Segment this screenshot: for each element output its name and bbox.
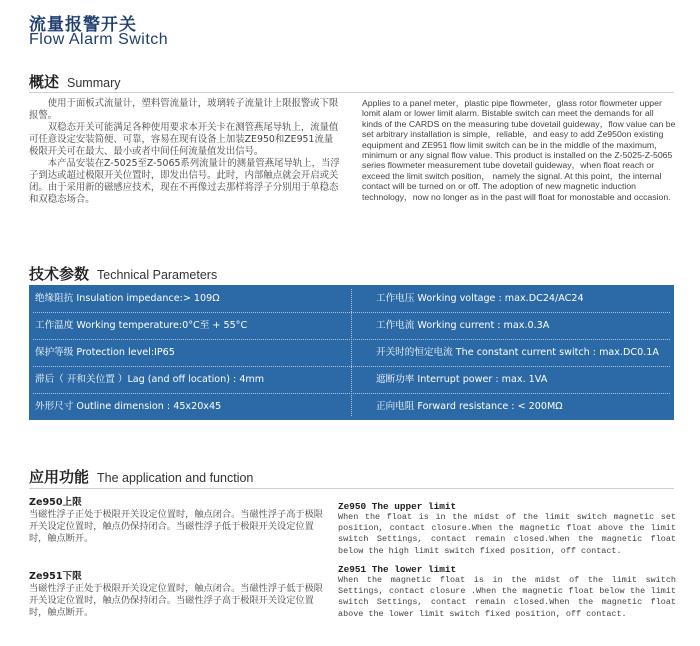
- page-title-en: Flow Alarm Switch: [29, 31, 169, 48]
- param-protection-level: 保护等级 Protection level:IP65: [35, 347, 175, 358]
- ze950-en-title: Ze950 The upper limit: [338, 501, 457, 512]
- application-divider: [29, 488, 674, 489]
- application-heading-cn: 应用功能: [29, 468, 90, 486]
- ze951-cn-title: Ze951下限: [29, 571, 82, 582]
- table-row: [29, 312, 674, 339]
- application-heading-en: The application and function: [97, 471, 254, 485]
- param-constant-current: 开关时的恒定电流 The constant current switch : max.DC0.1A: [376, 347, 659, 358]
- summary-cn-paragraph: 本产品安装在Z-5025至Z-5065系列流量计的测量管燕尾导轨上，当浮子到达或超过极限开关位置时，即发出信号。此时，内部触点就会开启或关闭。由于采用新的磁感应技术，现在不再像过去那样将浮子分别用于单稳态和双稳态场合。: [29, 158, 340, 205]
- page-title-cn: 流量报警开关: [29, 15, 137, 35]
- summary-cn-paragraph: 双稳态开关可能满足各种使用要求本开关卡在测管燕尾导轨上，流量值可任意设定安装简便、可靠，容易在现有设备上加装ZE950和ZE951流量极限开关可在最大、最小或者中间任何流量值发出信号。: [29, 122, 339, 157]
- technical-heading: [29, 263, 217, 284]
- table-row: [29, 366, 674, 393]
- summary-text-cn: [29, 98, 341, 206]
- summary-text-en: Applies to a panel meter，plastic pipe flowmeter，glass rotor flowmeter upper lomit alam or lower limit alarm. Bistable switch can meet the demands for all kinds of the CARDS on the measuring tube dovetail guideway，flow value can be set arbitrary installation is simple，reliable，and easy to add Ze950on existing equipment and ZE951 flow limit switch can be in the middle of the maximum，minimum or any signal flow value. This product is installed on the Z-5025-Z-5065 series flowmeter measurement tube dovetail guideway，when float reach or exceed the limit switch position， namely the signal. At this point，the internal contact will be turned on or off. The adoption of new magnetic induction technology，now no longer as in the past will float for monostable and occasion.: [362, 98, 676, 202]
- summary-heading: [29, 71, 121, 92]
- table-row: [29, 285, 674, 312]
- ze950-cn-text: 当磁性浮子正处于极限开关设定位置时，触点闭合。当磁性浮子高于极限开关设定位置时，触点仍保持闭合。当磁性浮子低于极限开关设定位置时，触点断开。: [29, 509, 323, 545]
- ze951-cn-block: [29, 571, 329, 620]
- param-insulation-impedance: 绝缘阻抗 Insulation impedance:> 109Ω: [35, 293, 220, 304]
- application-heading: [29, 466, 253, 487]
- technical-parameters-table: [29, 285, 674, 420]
- summary-divider: [29, 92, 674, 93]
- summary-heading-cn: 概述: [29, 73, 60, 91]
- ze950-en-text: When the float is in the midst of the limit switch magnetic set position, contact closure.When the magnetic float above the limit switch Settings, contact remain closed.When the magnetic float below the high limit switch fixed position, off contact.: [338, 512, 676, 556]
- ze951-en-text: When the magnetic float is in the midst of the limit switch Settings, contact closure .When the magnetic float below the limit switch Settings, contact remain closed.When the magnetic float above the lower limit switch fixed position, off contact.: [338, 575, 676, 619]
- ze950-cn-title: Ze950上限: [29, 497, 82, 508]
- ze950-en-block: [338, 501, 676, 557]
- param-forward-resistance: 正向电阻 Forward resistance : < 200MΩ: [376, 401, 563, 412]
- technical-heading-cn: 技术参数: [29, 265, 90, 283]
- param-outline-dimension: 外形尺寸 Outline dimension : 45x20x45: [35, 401, 222, 412]
- param-interrupt-power: 遮断功率 Interrupt power : max. 1VA: [376, 374, 548, 385]
- ze951-en-block: [338, 564, 676, 620]
- param-working-voltage: 工作电压 Working voltage : max.DC24/AC24: [376, 293, 584, 304]
- summary-heading-en: Summary: [67, 76, 121, 90]
- param-working-current: 工作电流 Working current : max.0.3A: [376, 320, 550, 331]
- table-row: [29, 393, 674, 420]
- ze951-cn-text: 当磁性浮子正处于极限开关设定位置时，触点闭合。当磁性浮子低于极限开关设定位置时，触点仍保持闭合。当磁性浮子高于极限开关设定位置时，触点断开。: [29, 583, 323, 619]
- param-working-temperature: 工作温度 Working temperature:0°C至 + 55°C: [35, 320, 248, 331]
- summary-cn-paragraph: 使用于面板式流量计，塑料管流量计，玻璃转子流量计上限报警或下限报警。: [29, 98, 339, 121]
- ze951-en-title: Ze951 The lower limit: [338, 564, 457, 575]
- param-lag: 滞后（ 开和关位置 ）Lag (and off location) : 4mm: [35, 374, 265, 385]
- technical-heading-en: Technical Parameters: [97, 268, 218, 282]
- table-row: [29, 339, 674, 366]
- ze950-cn-block: [29, 497, 329, 546]
